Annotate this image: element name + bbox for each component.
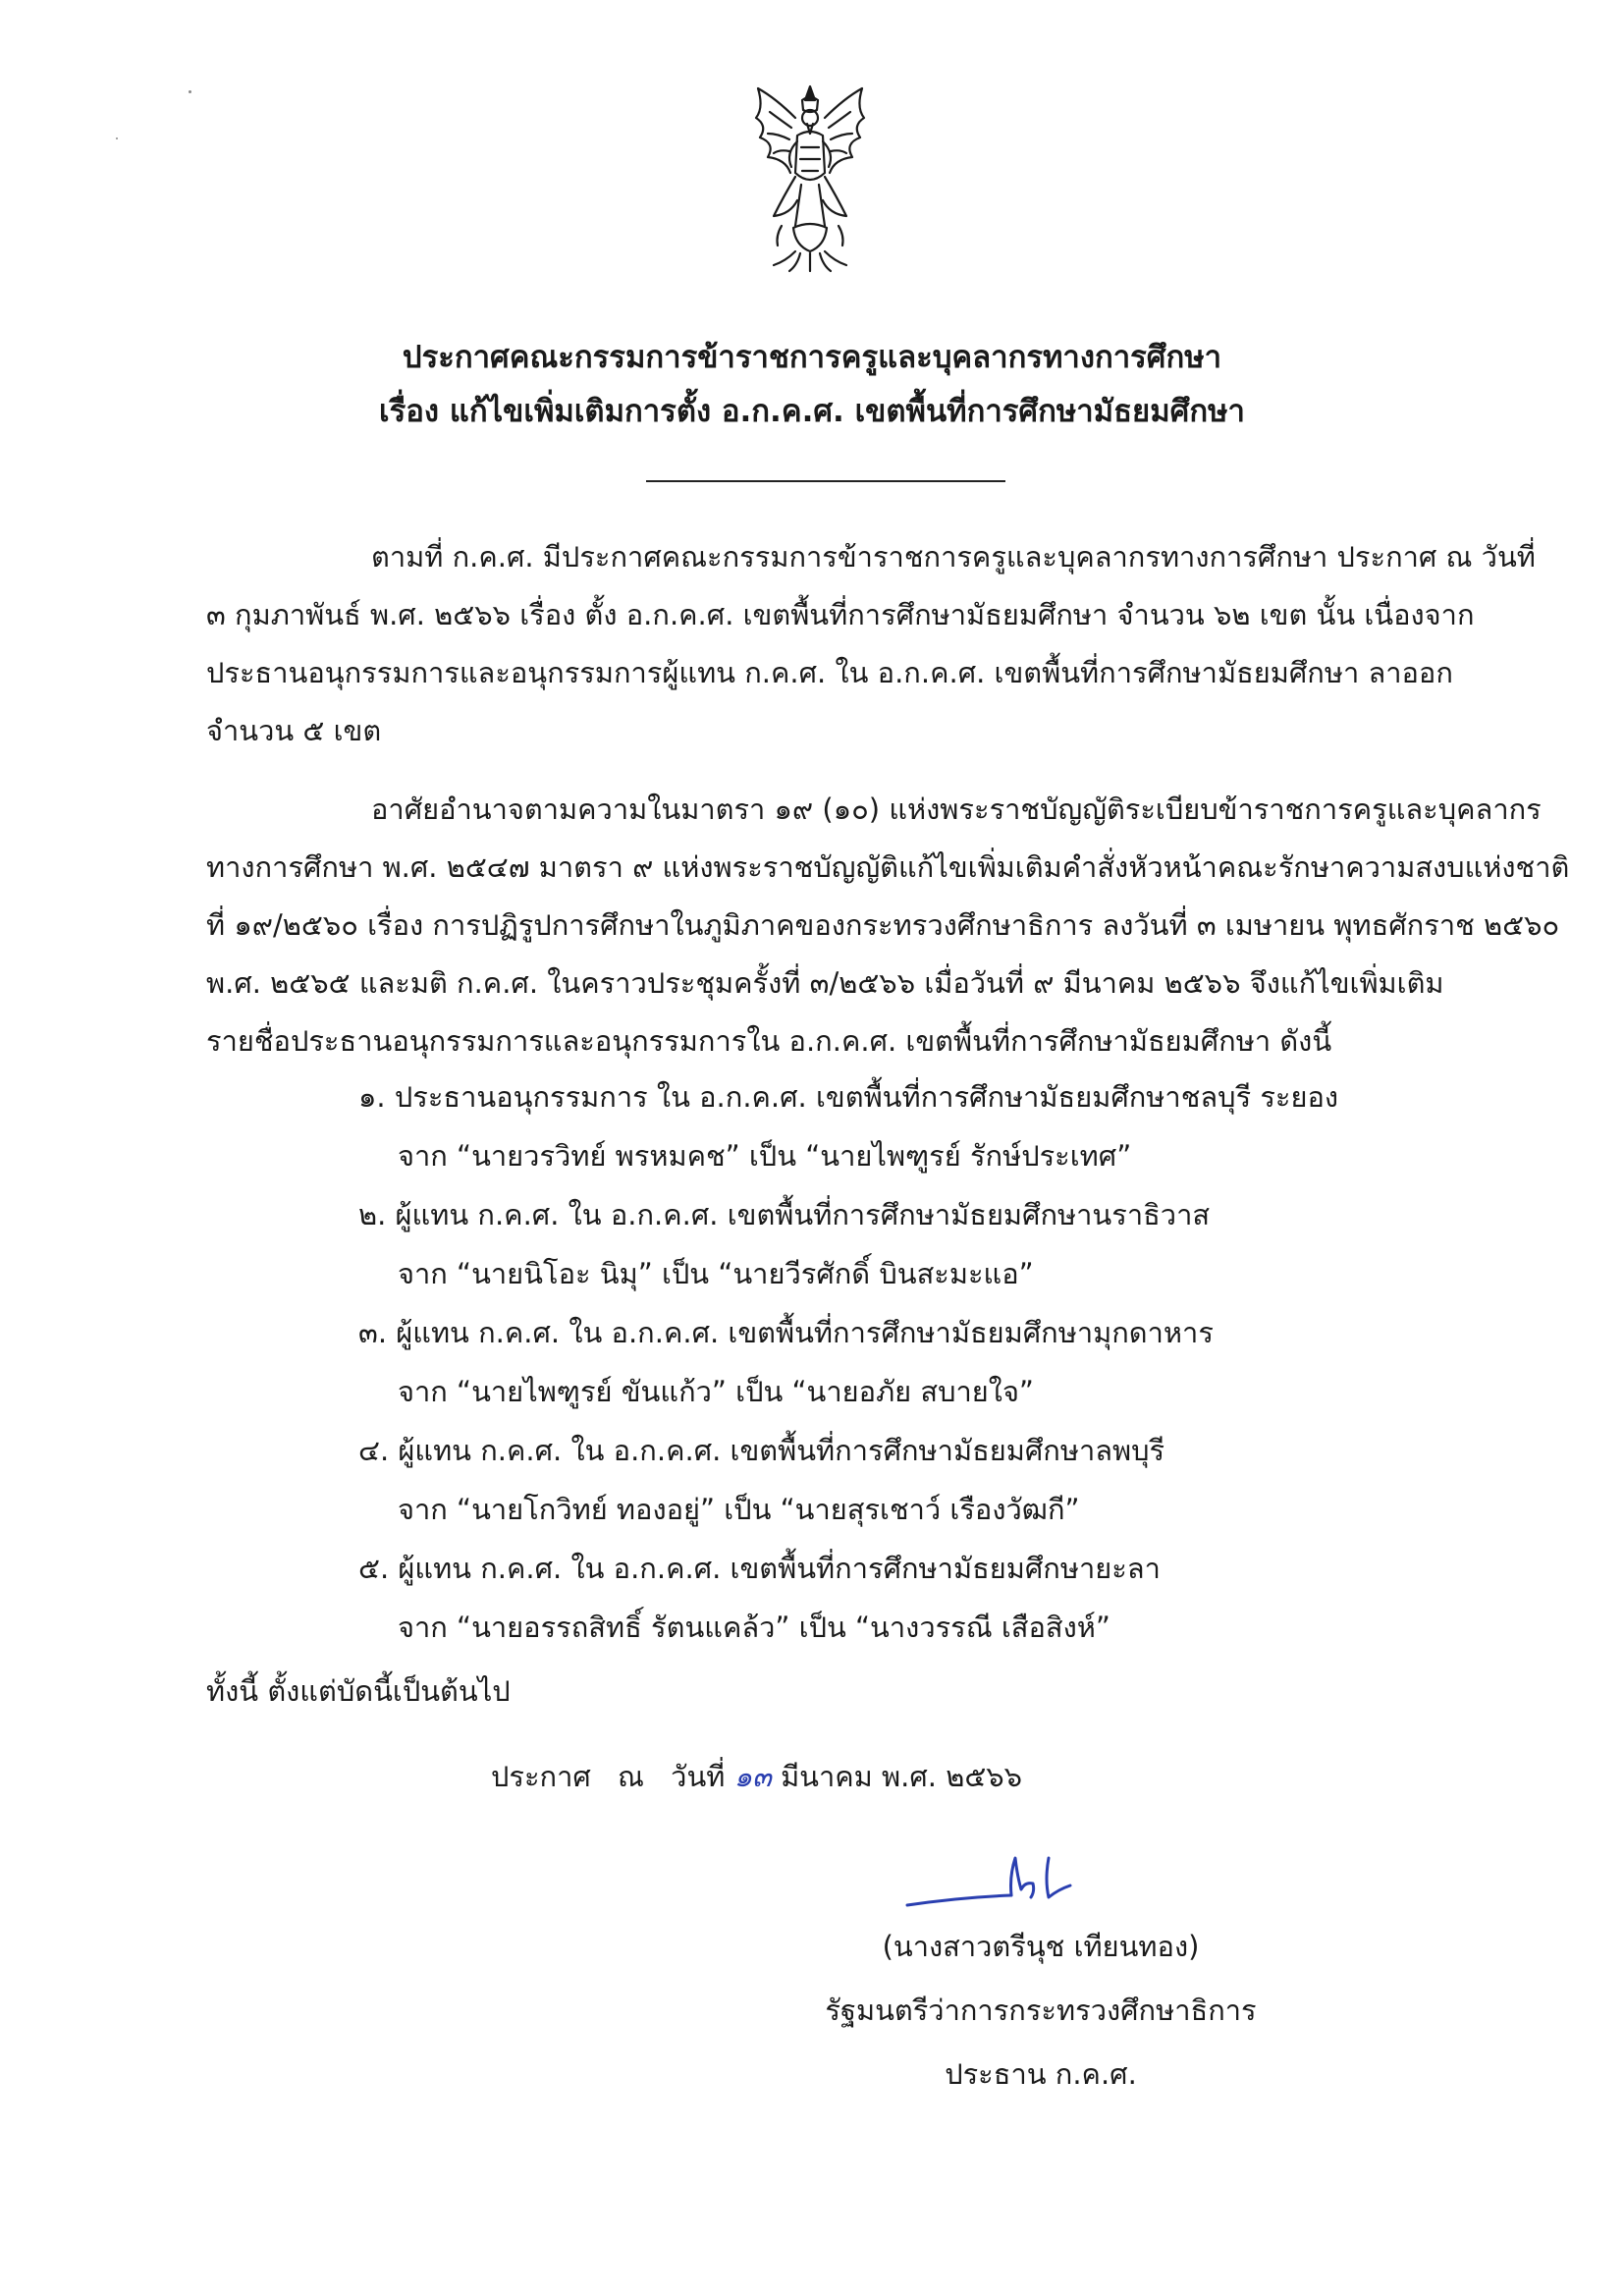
scan-speck [116,137,118,139]
announcement-date [491,1755,1022,1798]
effective-statement: ทั้งนี้ ตั้งแต่บัดนี้เป็นต้นไป [206,1674,511,1708]
paragraph-line: ตามที่ ก.ค.ศ. มีประกาศคณะกรรมการข้าราชการครูและบุคลากรทางการศึกษา ประกาศ ณ วันที่ [371,540,1536,574]
list-item [358,1421,1438,1539]
list-item-change: จาก “นายโกวิทย์ ทองอยู่” เป็น “นายสุรเชาว์ เรืองวัฒกี” [398,1493,1080,1526]
paragraph-line: จำนวน ๕ เขต [206,714,382,747]
list-item [358,1303,1438,1421]
announced-label: ประกาศ [491,1760,591,1793]
garuda-emblem-icon [746,79,874,275]
list-item-change: จาก “นายวรวิทย์ พรหมคช” เป็น “นายไพฑูรย์ รักษ์ประเทศ” [398,1139,1132,1173]
handwritten-signature-icon [901,1846,1108,1925]
list-item [358,1067,1438,1185]
handwritten-day: ๑๓ [733,1760,772,1793]
list-item-change: จาก “นายนิโอะ นิมุ” เป็น “นายวีรศักดิ์ บินสะมะแอ” [398,1257,1034,1290]
paragraph-background [206,528,1536,760]
announcement-title: ประกาศคณะกรรมการข้าราชการครูและบุคลากรทางการศึกษา [402,340,1222,375]
paragraph-line: อาศัยอำนาจตามความในมาตรา ๑๙ (๑๐) แห่งพระราชบัญญัติระเบียบข้าราชการครูและบุคลากร [371,793,1542,826]
title-divider [646,480,1005,482]
at-label: ณ [618,1760,644,1793]
list-item-change: จาก “นายไพฑูรย์ ขันแก้ว” เป็น “นายอภัย สบายใจ” [398,1375,1034,1408]
list-item-heading: ๔. ผู้แทน ก.ค.ศ. ใน อ.ก.ค.ศ. เขตพื้นที่การศึกษามัธยมศึกษาลพบุรี [358,1434,1165,1467]
paragraph-line: ประธานอนุกรรมการและอนุกรรมการผู้แทน ก.ค.ศ. ใน อ.ก.ค.ศ. เขตพื้นที่การศึกษามัธยมศึกษา ลาออก [206,656,1453,689]
list-item [358,1539,1438,1657]
month-year: มีนาคม พ.ศ. ๒๕๖๖ [781,1760,1023,1793]
paragraph-line: ที่ ๑๙/๒๕๖๐ เรื่อง การปฏิรูปการศึกษาในภูมิภาคของกระทรวงศึกษาธิการ ลงวันที่ ๓ เมษายน พุทธศักราช ๒๕๖๐ [206,908,1560,942]
paragraph-line: ทางการศึกษา พ.ศ. ๒๕๔๗ มาตรา ๙ แห่งพระราชบัญญัติแก้ไขเพิ่มเติมคำสั่งหัวหน้าคณะรักษาความสงบแห่งชาติ [206,850,1570,884]
paragraph-line: พ.ศ. ๒๕๖๕ และมติ ก.ค.ศ. ในคราวประชุมครั้งที่ ๓/๒๕๖๖ เมื่อวันที่ ๙ มีนาคม ๒๕๖๖ จึงแก้ไขเพิ่มเติม [206,966,1444,1000]
signatory-name: (นางสาวตรีนุช เทียนทอง) [882,1930,1200,1963]
paragraph-line: ๓ กุมภาพันธ์ พ.ศ. ๒๕๖๖ เรื่อง ตั้ง อ.ก.ค.ศ. เขตพื้นที่การศึกษามัธยมศึกษา จำนวน ๖๒ เขต นั้น เนื่องจาก [206,598,1475,631]
paragraph-line: รายชื่อประธานอนุกรรมการและอนุกรรมการใน อ.ก.ค.ศ. เขตพื้นที่การศึกษามัธยมศึกษา ดังนี้ [206,1024,1332,1058]
list-item-change: จาก “นายอรรถสิทธิ์ รัตนแคล้ว” เป็น “นางวรรณี เสือสิงห์” [398,1611,1110,1644]
list-item-heading: ๒. ผู้แทน ก.ค.ศ. ใน อ.ก.ค.ศ. เขตพื้นที่การศึกษามัธยมศึกษานราธิวาส [358,1198,1211,1231]
signatory-position: รัฐมนตรีว่าการกระทรวงศึกษาธิการ [825,1994,1257,2027]
scan-speck [189,90,191,93]
amendment-list [358,1067,1438,1657]
list-item-heading: ๕. ผู้แทน ก.ค.ศ. ใน อ.ก.ค.ศ. เขตพื้นที่การศึกษามัธยมศึกษายะลา [358,1552,1161,1585]
day-label: วันที่ [671,1760,726,1793]
paragraph-authority [206,781,1570,1070]
list-item [358,1185,1438,1303]
list-item-heading: ๓. ผู้แทน ก.ค.ศ. ใน อ.ก.ค.ศ. เขตพื้นที่การศึกษามัธยมศึกษามุกดาหาร [358,1316,1214,1349]
announcement-subject: เรื่อง แก้ไขเพิ่มเติมการตั้ง อ.ก.ค.ศ. เขตพื้นที่การศึกษามัธยมศึกษา [379,394,1245,429]
signatory-role: ประธาน ก.ค.ศ. [945,2057,1137,2091]
list-item-heading: ๑. ประธานอนุกรรมการ ใน อ.ก.ค.ศ. เขตพื้นที่การศึกษามัธยมศึกษาชลบุรี ระยอง [358,1080,1339,1114]
